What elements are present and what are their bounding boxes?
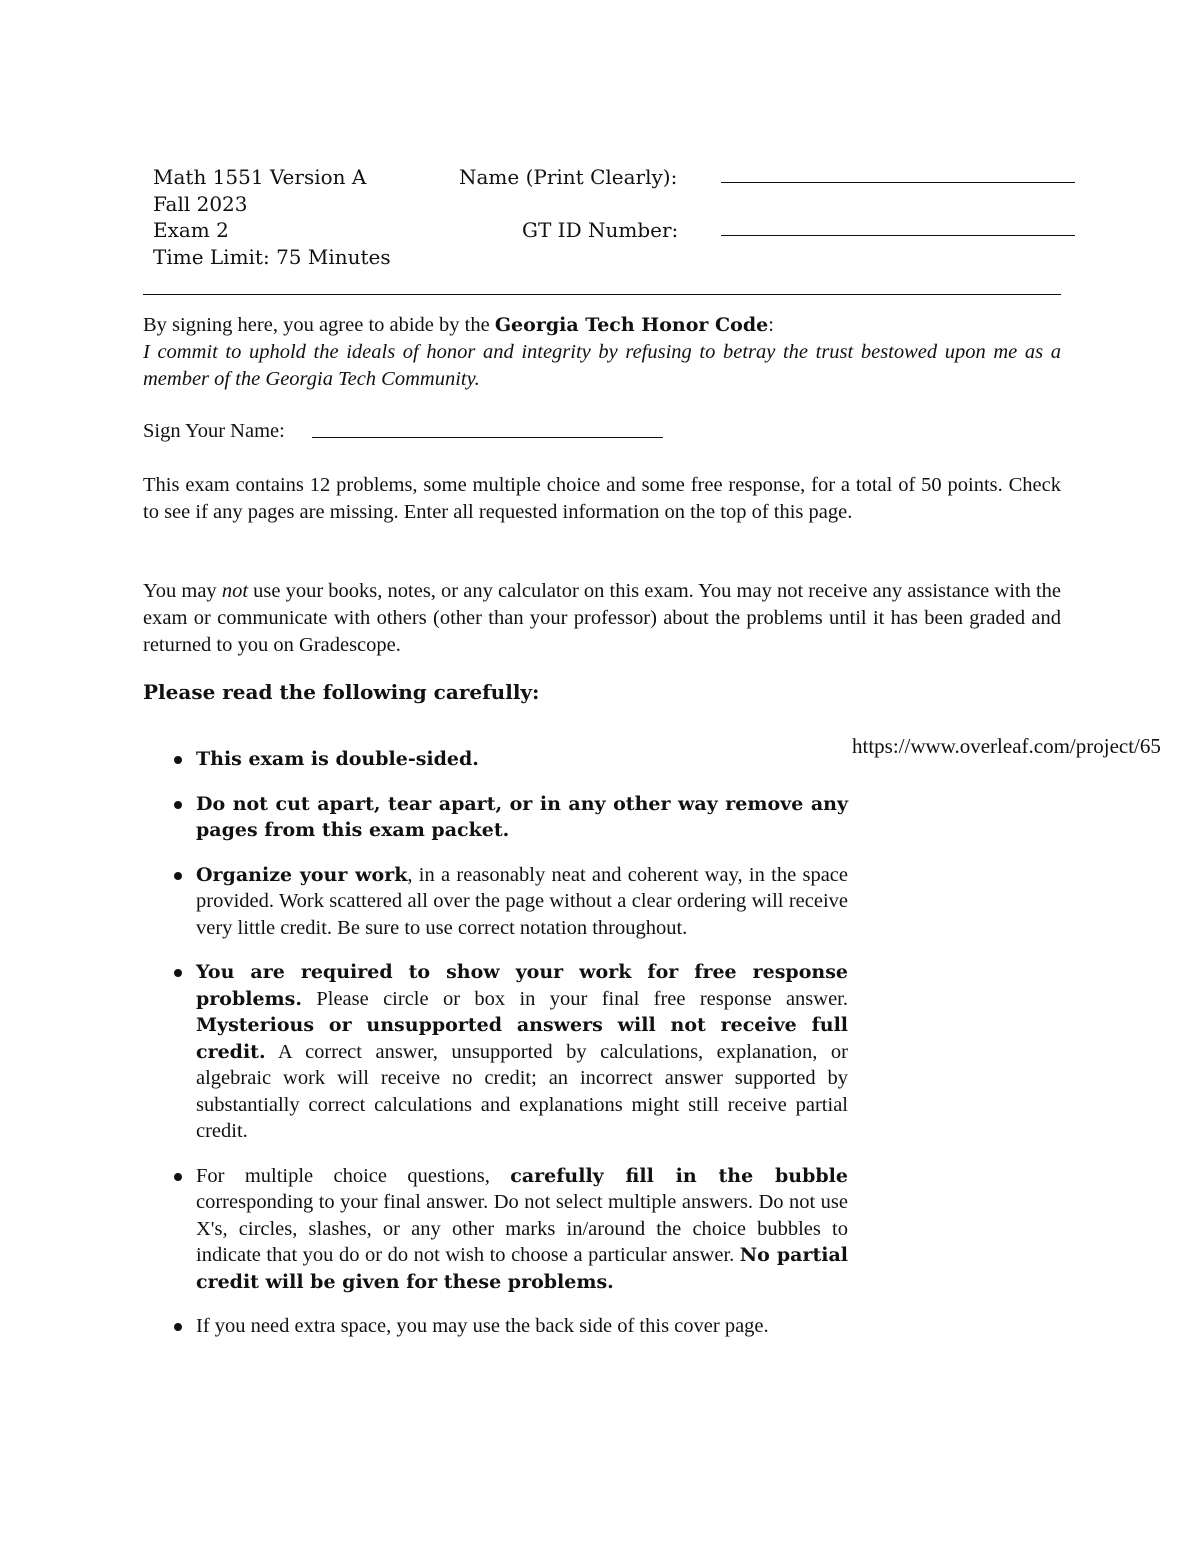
bullet-text: Do not cut apart, tear apart, or in any other way remove any pages from this exam packet. xyxy=(196,792,848,841)
bullet-text: If you need extra space, you may use the back side of this cover page. xyxy=(196,1315,769,1337)
rules-not: not xyxy=(221,580,249,602)
sign-label: Sign Your Name: xyxy=(143,420,285,442)
honor-code-intro xyxy=(143,312,1061,339)
bullet-bold: Organize your work xyxy=(196,863,408,886)
bullet-icon xyxy=(174,1173,182,1181)
list-item xyxy=(172,959,848,1145)
list-item xyxy=(172,1163,848,1296)
honor-intro-text: By signing here, you agree to abide by the xyxy=(143,314,495,336)
list-item xyxy=(172,1313,848,1340)
exam-contents-paragraph: This exam contains 12 problems, some multiple choice and some free response, for a total of 50 points. Check to see if any pages are missing. Enter all requested information on the top of this page. xyxy=(143,474,1061,523)
rules-paragraph xyxy=(143,578,1061,659)
gtid-field-line[interactable] xyxy=(721,235,1075,236)
exam-number: Exam 2 xyxy=(153,218,229,242)
list-item xyxy=(172,791,848,844)
gtid-label: GT ID Number: xyxy=(522,218,679,242)
bullet-text: Please circle or box in your final free response answer. xyxy=(301,987,848,1010)
bullet-text: A correct answer, unsupported by calculations, explanation, or algebraic work will receive no credit; an incorrect answer supported by substantially correct calculations and explanations might still receive partial credit. xyxy=(196,1040,848,1142)
bullet-text: corresponding to your final answer. Do not select multiple answers. Do not use X's, circles, slashes, or any other marks in/around the choice bubbles to indicate that you do or do not wish to choose a particular answer. xyxy=(196,1191,848,1266)
bullet-icon xyxy=(174,801,182,809)
rules-start: You may xyxy=(143,580,222,602)
bullet-bold: Mysterious or unsupported answers will not receive full credit. xyxy=(196,1014,848,1063)
bullet-bold: No partial credit will be given for these problems. xyxy=(196,1244,848,1293)
name-field-line[interactable] xyxy=(721,182,1075,183)
course-title: Math 1551 Version A xyxy=(153,165,367,189)
bullet-text: , in a reasonably neat and coherent way, in the space provided. Work scattered all over the page without a clear ordering will receive very little credit. Be sure to use correct notation throughout. xyxy=(196,863,848,939)
honor-colon: : xyxy=(768,314,774,336)
signature-line[interactable] xyxy=(312,437,663,438)
name-label: Name (Print Clearly): xyxy=(459,165,678,189)
bullet-icon xyxy=(174,872,182,880)
header-divider xyxy=(143,294,1061,295)
bullet-bold: carefully fill in the bubble xyxy=(510,1164,848,1187)
bullet-bold: You are required to show your work for free response problems. xyxy=(196,961,848,1010)
honor-code-name: Georgia Tech Honor Code xyxy=(494,314,769,336)
list-item xyxy=(172,862,848,942)
bullet-icon xyxy=(174,969,182,977)
honor-pledge: I commit to uphold the ideals of honor and integrity by refusing to betray the trust bestowed upon me as a member of the Georgia Tech Community. xyxy=(143,341,1061,390)
rules-rest: use your books, notes, or any calculator on this exam. You may not receive any assistance with the exam or communicate with others (other than your professor) about the problems until it has been graded and returned to you on Gradescope. xyxy=(143,580,1062,656)
bullet-text: For multiple choice questions, xyxy=(196,1164,511,1187)
time-limit: Time Limit: 75 Minutes xyxy=(153,245,391,269)
instruction-list xyxy=(172,746,848,1358)
bullet-text: This exam is double-sided. xyxy=(196,748,479,770)
term: Fall 2023 xyxy=(153,192,248,216)
list-item xyxy=(172,746,848,773)
read-carefully-heading: Please read the following carefully: xyxy=(143,680,540,704)
overleaf-url: https://www.overleaf.com/project/65 xyxy=(852,734,1161,758)
bullet-icon xyxy=(174,1323,182,1331)
bullet-icon xyxy=(174,756,182,764)
